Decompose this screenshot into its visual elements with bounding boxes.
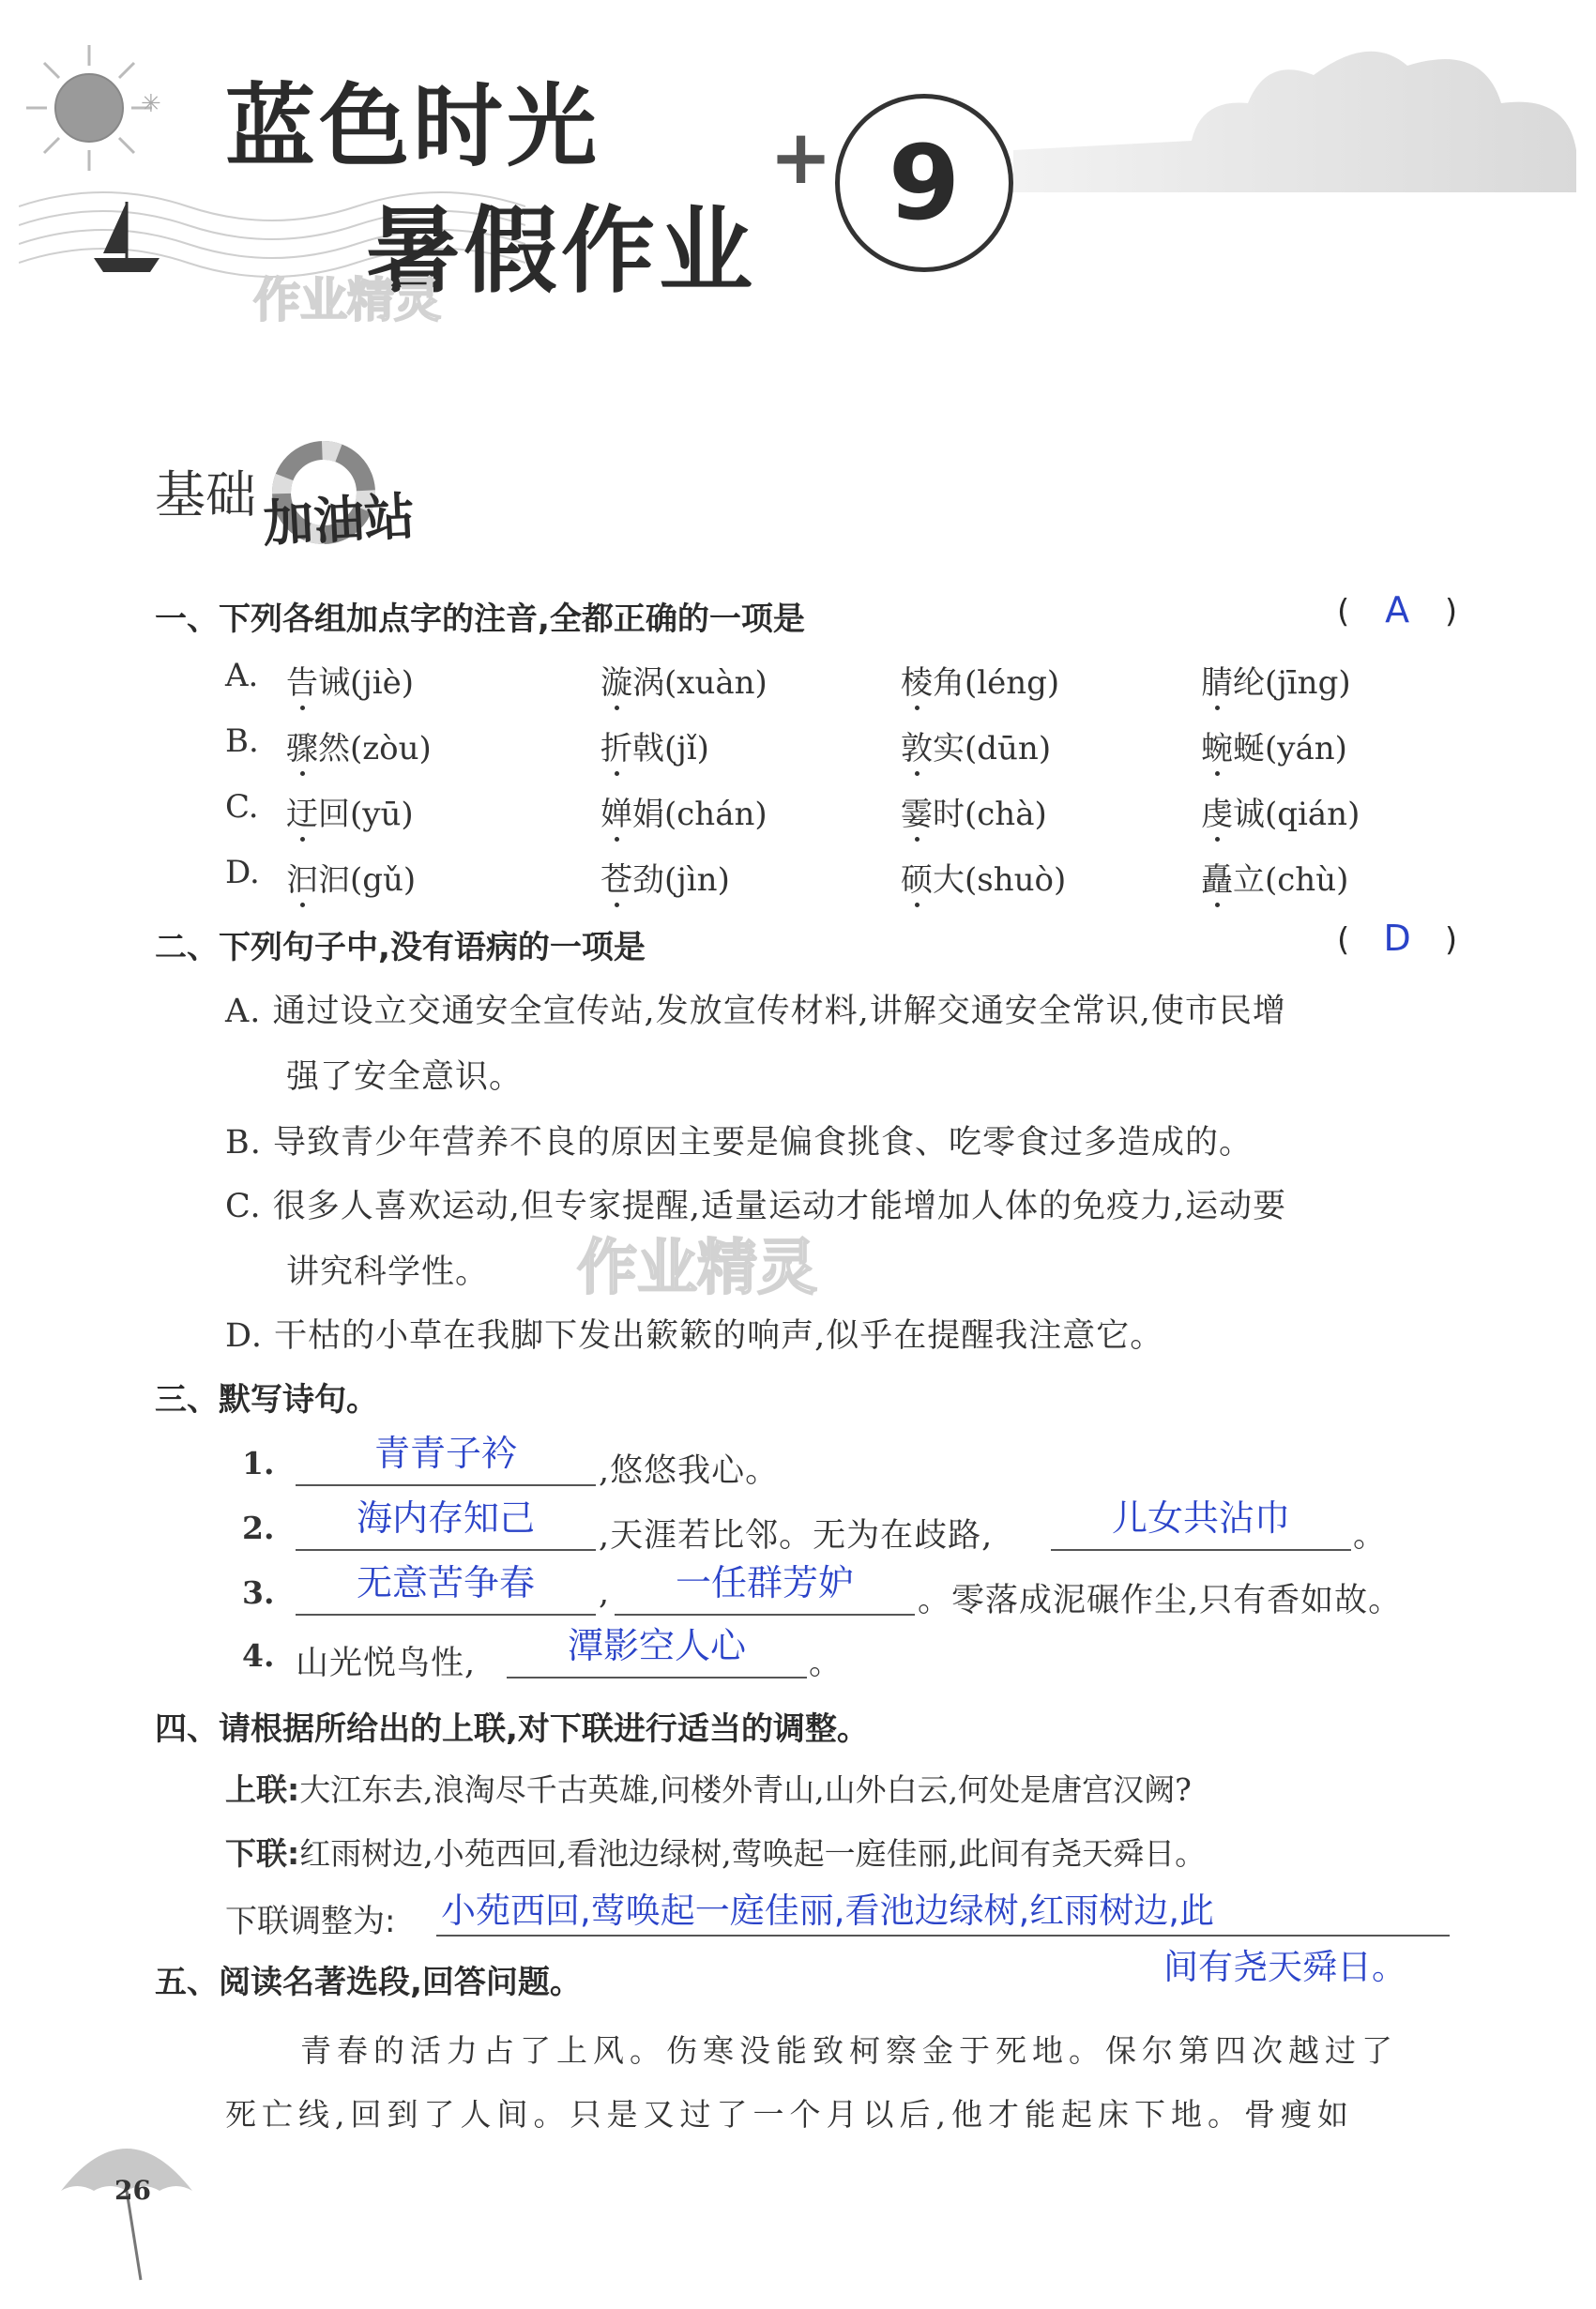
pinyin-text: 诚(qián) bbox=[1233, 796, 1360, 833]
q2-option-d: D. 干枯的小草在我脚下发出簌簌的响声,似乎在提醒我注意它。 bbox=[225, 1317, 1164, 1355]
dotted-character: 棱 bbox=[901, 664, 933, 702]
sun-icon bbox=[19, 38, 160, 178]
book-title-line1: 蓝色时光 bbox=[225, 74, 600, 179]
section-title-part2: 加油站 bbox=[261, 486, 417, 554]
star-icon: ✳ bbox=[141, 90, 161, 118]
q3-item3-blank1 bbox=[296, 1614, 596, 1616]
q5-passage-line2: 死亡线,回到了人间。只是又过了一个月以后,他才能起床下地。骨瘦如 bbox=[225, 2096, 1354, 2133]
q3-item3-text2: 。零落成泥碾作尘,只有香如故。 bbox=[918, 1582, 1403, 1619]
q3-item3-text1: , bbox=[599, 1574, 611, 1612]
q1-option-item bbox=[1201, 722, 1347, 768]
q3-item2-blank2 bbox=[1051, 1549, 1351, 1551]
q1-option-item bbox=[286, 657, 414, 703]
q2-option-c-line2: 讲究科学性。 bbox=[286, 1253, 490, 1291]
paren-open: ( bbox=[1337, 593, 1350, 630]
q1-option-label: C. bbox=[225, 788, 259, 826]
q3-item1-blank bbox=[296, 1484, 596, 1486]
q1-option-item bbox=[901, 657, 1059, 703]
pinyin-text: 娟(chán) bbox=[632, 796, 768, 833]
q1-option-item bbox=[1201, 788, 1360, 834]
plus-sign: + bbox=[769, 114, 833, 201]
page-number: 26 bbox=[114, 2175, 151, 2206]
q3-item2-text1: ,天涯若比邻。无为在歧路, bbox=[599, 1517, 994, 1555]
pinyin-text: 角(léng) bbox=[933, 664, 1060, 702]
header bbox=[0, 0, 1596, 327]
paren-close: ) bbox=[1444, 921, 1458, 959]
dotted-character: 敦 bbox=[901, 730, 933, 767]
pinyin-text: 涡(xuàn) bbox=[632, 664, 768, 702]
q3-item1-number: 1. bbox=[242, 1445, 275, 1481]
q2-option-a-line1: A. 通过设立交通安全宣传站,发放宣传材料,讲解交通安全常识,使市民增 bbox=[225, 993, 1286, 1030]
q3-item2-answer2: 儿女共沾巾 bbox=[1111, 1497, 1290, 1539]
dotted-character: 汩 bbox=[286, 861, 318, 899]
q3-item4-text1: 。 bbox=[809, 1645, 844, 1682]
dotted-character: 矗 bbox=[1201, 861, 1233, 899]
q3-item4-answer: 潭影空人心 bbox=[567, 1625, 746, 1666]
pinyin-text: 蜒(yán) bbox=[1233, 730, 1347, 767]
sailboat-icon bbox=[89, 197, 164, 277]
q1-answer: A bbox=[1385, 589, 1410, 630]
volume-number-circle bbox=[835, 94, 1013, 272]
body-watermark: 作业精灵 bbox=[577, 1234, 817, 1303]
q1-option-item bbox=[286, 722, 432, 768]
q4-title: 四、请根据所给出的上联,对下联进行适当的调整。 bbox=[155, 1710, 869, 1748]
pinyin-text: 诫(jiè) bbox=[318, 664, 415, 702]
q3-item3-answer1: 无意苦争春 bbox=[356, 1562, 535, 1603]
q1-option-item bbox=[600, 657, 768, 703]
q1-option-item bbox=[1201, 657, 1351, 703]
q3-item4-number: 4. bbox=[242, 1637, 275, 1674]
upper-label: 上联: bbox=[225, 1771, 300, 1808]
cloud-icon bbox=[1013, 38, 1576, 206]
header-watermark: 作业精灵 bbox=[253, 273, 441, 327]
pinyin-text: 时(chà) bbox=[933, 796, 1047, 833]
q2-option-b: B. 导致青少年营养不良的原因主要是偏食挑食、吃零食过多造成的。 bbox=[225, 1124, 1253, 1162]
paren-open: ( bbox=[1337, 921, 1350, 959]
q3-item3-blank2 bbox=[615, 1614, 915, 1616]
dotted-character: 折 bbox=[600, 730, 632, 767]
pinyin-text: 戟(jǐ) bbox=[632, 730, 709, 767]
q4-answer-blank bbox=[436, 1935, 1450, 1937]
q1-option-item bbox=[286, 854, 416, 900]
q3-item3-answer2: 一任群芳妒 bbox=[675, 1562, 854, 1603]
q1-option-item bbox=[1201, 854, 1348, 900]
q4-answer-line1: 小苑西回,莺唤起一庭佳丽,看池边绿树,红雨树边,此 bbox=[441, 1891, 1215, 1931]
q2-answer-paren bbox=[1337, 918, 1457, 959]
pinyin-text: 纶(jīng) bbox=[1233, 664, 1351, 702]
q1-option-label: B. bbox=[225, 722, 259, 760]
pinyin-text: 实(dūn) bbox=[933, 730, 1052, 767]
pinyin-text: 然(zòu) bbox=[318, 730, 432, 767]
q2-option-c-line1: C. 很多人喜欢运动,但专家提醒,适量运动才能增加人体的免疫力,运动要 bbox=[225, 1188, 1287, 1225]
q1-option-item bbox=[600, 788, 768, 834]
book-title-line2: 暑假作业 bbox=[366, 196, 756, 306]
q1-option-item bbox=[901, 854, 1066, 900]
q4-upper-couplet bbox=[225, 1766, 1192, 1810]
dotted-character: 告 bbox=[286, 664, 318, 702]
q3-title: 三、默写诗句。 bbox=[155, 1381, 378, 1419]
q4-adjust-label: 下联调整为: bbox=[225, 1903, 396, 1940]
pinyin-text: 大(shuò) bbox=[933, 861, 1067, 899]
lower-label: 下联: bbox=[225, 1835, 300, 1872]
q1-option-label: D. bbox=[225, 854, 260, 891]
dotted-character: 虔 bbox=[1201, 796, 1233, 833]
q3-item2-number: 2. bbox=[242, 1510, 275, 1546]
dotted-character: 腈 bbox=[1201, 664, 1233, 702]
q3-item1-answer: 青青子衿 bbox=[373, 1433, 517, 1474]
paren-close: ) bbox=[1444, 593, 1458, 630]
q3-item2-blank1 bbox=[296, 1549, 596, 1551]
dotted-character: 骤 bbox=[286, 730, 318, 767]
dotted-character: 苍 bbox=[600, 861, 632, 899]
q1-option-item bbox=[286, 788, 414, 834]
q1-answer-paren bbox=[1337, 589, 1457, 630]
q3-item1-text: ,悠悠我心。 bbox=[599, 1452, 780, 1490]
q3-item2-text2: 。 bbox=[1353, 1517, 1388, 1555]
q1-option-item bbox=[901, 788, 1047, 834]
q1-title: 一、下列各组加点字的注音,全都正确的一项是 bbox=[155, 600, 805, 638]
q4-lower-couplet bbox=[225, 1830, 1206, 1874]
dotted-character: 硕 bbox=[901, 861, 933, 899]
q5-title: 五、阅读名著选段,回答问题。 bbox=[155, 1964, 582, 2001]
q1-option-item bbox=[600, 722, 709, 768]
q2-title: 二、下列句子中,没有语病的一项是 bbox=[155, 929, 646, 966]
q1-option-item bbox=[901, 722, 1051, 768]
q3-item2-answer1: 海内存知己 bbox=[356, 1497, 535, 1539]
q3-item4-blank bbox=[507, 1677, 807, 1679]
pinyin-text: 立(chù) bbox=[1233, 861, 1349, 899]
q2-option-a-line2: 强了安全意识。 bbox=[286, 1058, 524, 1096]
q2-answer: D bbox=[1383, 918, 1411, 959]
pinyin-text: 回(yū) bbox=[318, 796, 414, 833]
dotted-character: 霎 bbox=[901, 796, 933, 833]
dotted-character: 婵 bbox=[600, 796, 632, 833]
section-title-part1: 基础 bbox=[155, 465, 256, 524]
q3-item3-number: 3. bbox=[242, 1574, 275, 1611]
dotted-character: 漩 bbox=[600, 664, 632, 702]
pinyin-text: 劲(jìn) bbox=[632, 861, 730, 899]
upper-text: 大江东去,浪淘尽千古英雄,问楼外青山,山外白云,何处是唐宫汉阙? bbox=[299, 1771, 1192, 1808]
q4-answer-line2: 间有尧天舜日。 bbox=[1163, 1947, 1406, 1987]
dotted-character: 迂 bbox=[286, 796, 318, 833]
q1-option-item bbox=[600, 854, 730, 900]
q5-passage-line1: 青春的活力占了上风。伤寒没能致柯察金于死地。保尔第四次越过了 bbox=[300, 2032, 1398, 2069]
q3-item4-text0: 山光悦鸟性, bbox=[296, 1645, 477, 1682]
pinyin-text: 汩(gǔ) bbox=[318, 861, 417, 899]
volume-number: 9 bbox=[888, 123, 961, 243]
q1-option-label: A. bbox=[225, 657, 259, 694]
dotted-character: 蜿 bbox=[1201, 730, 1233, 767]
lower-text: 红雨树边,小苑西回,看池边绿树,莺唤起一庭佳丽,此间有尧天舜日。 bbox=[299, 1835, 1207, 1872]
section-title bbox=[155, 455, 256, 527]
